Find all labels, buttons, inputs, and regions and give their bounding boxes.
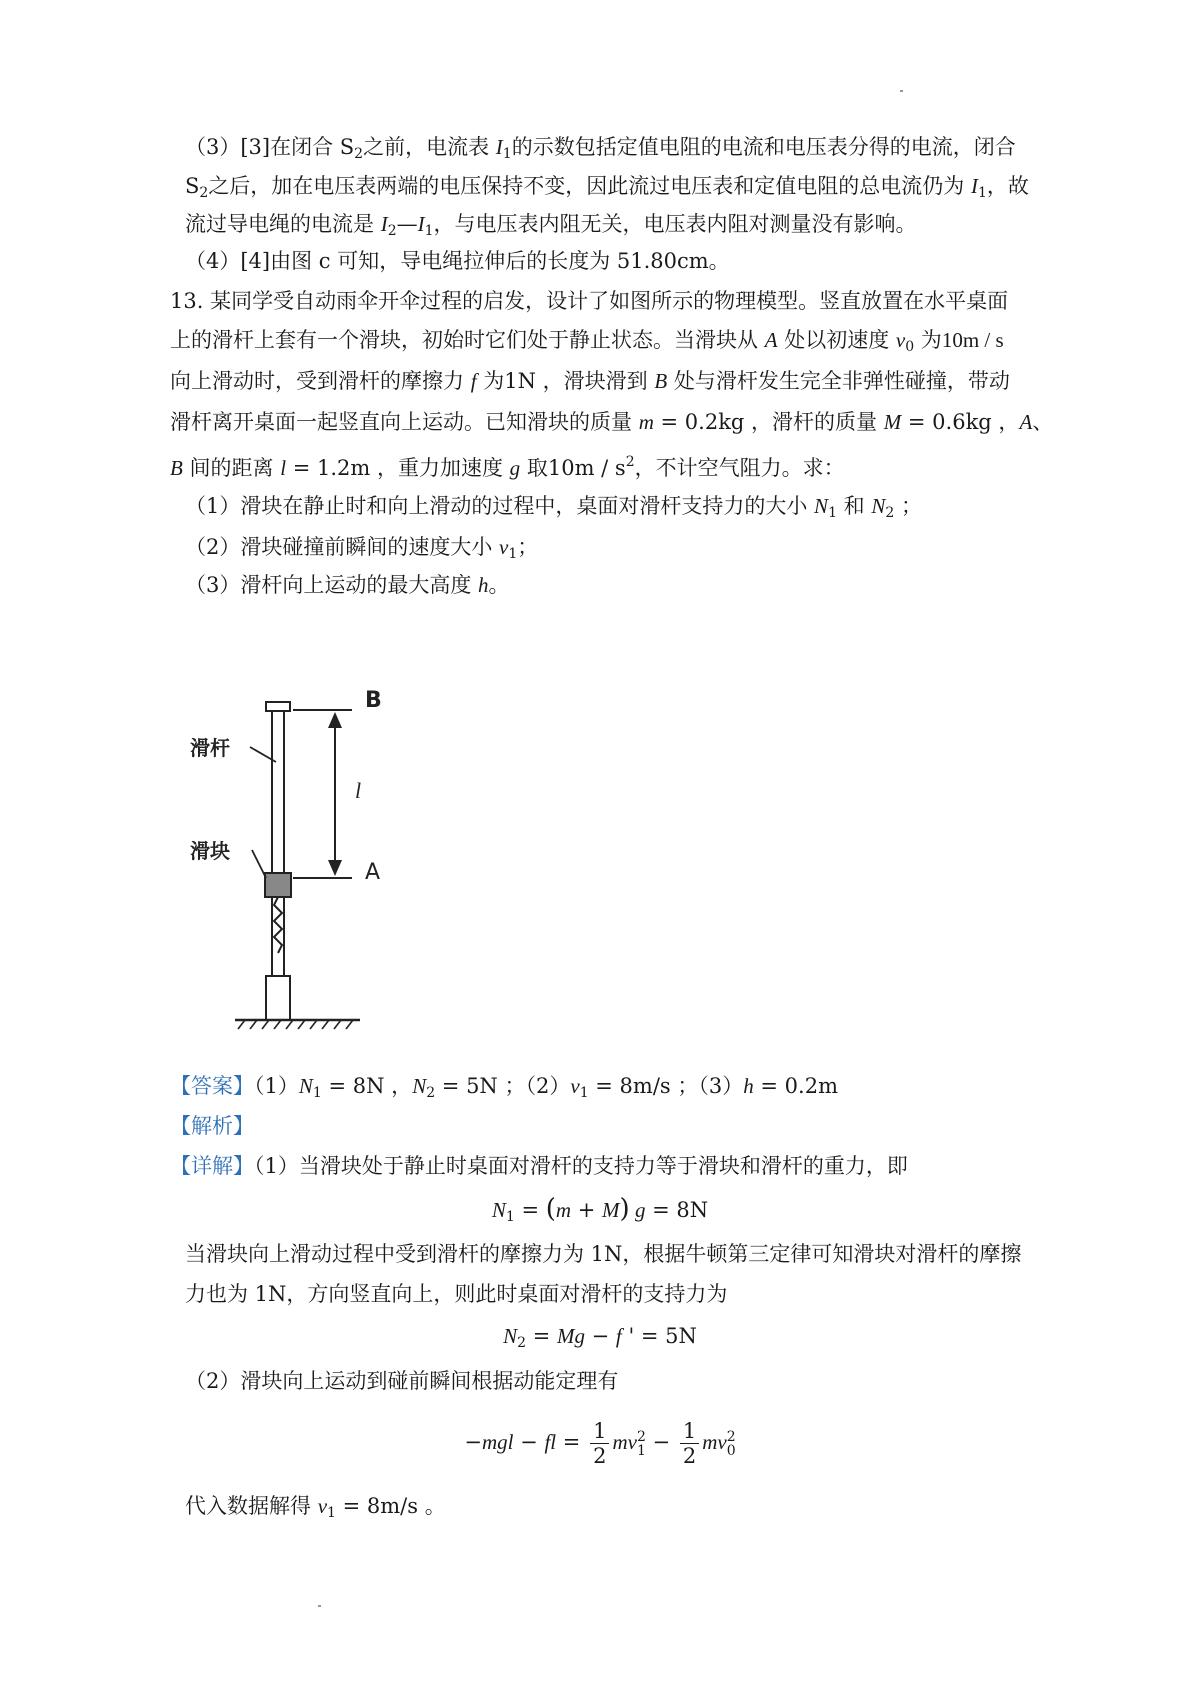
label-block: 滑块 [190, 839, 230, 863]
detail-line-5: 代入数据解得 $v_1 = 8m/s$ 。 [185, 1494, 446, 1521]
block-leader-line [252, 850, 266, 878]
question-2: （2）滑块碰撞前瞬间的速度大小 $v_1$； [185, 535, 539, 562]
slider-block [265, 873, 291, 897]
equation-1: $N_1 = (m + M) g = 8N$ [491, 1194, 709, 1225]
label-b: B [365, 688, 382, 713]
label-rod: 滑杆 [190, 736, 230, 760]
answer-tag: 【答案】 [170, 1074, 254, 1098]
detail-line-3: 力也为 1N，方向竖直向上，则此时桌面对滑杆的支持力为 [185, 1282, 728, 1306]
arrow-head-up [328, 712, 342, 728]
rod-base [266, 976, 290, 1020]
fraction-half-1: $\frac{1}{2}$ [590, 1419, 609, 1468]
detail-line-1: 【详解】（1）当滑块处于静止时桌面对滑杆的支持力等于滑块和滑杆的重力，即 [170, 1154, 908, 1178]
diagram-drawing [205, 700, 445, 1040]
scan-dot-bottom [318, 1605, 321, 1607]
detail-line-2: 当滑块向上滑动过程中受到滑杆的摩擦力为 1N，根据牛顿第三定律可知滑块对滑杆的摩擦 [185, 1242, 1022, 1266]
problem-line-4: 滑杆离开桌面一起竖直向上运动。已知滑块的质量 m = 0.2kg ，滑杆的质量 M = 0.6kg ，A、 [170, 410, 1054, 434]
ground-hatching [238, 1020, 353, 1029]
problem-line-2: 上的滑杆上套有一个滑块，初始时它们处于静止状态。当滑块从 A 处以初速度 $v_0$ 为10m / s [170, 328, 1004, 355]
scan-dot-top [900, 90, 903, 92]
solution-q3-line-1: （3）[3]在闭合 $S_2$之前，电流表 $I_1$的示数包括定值电阻的电流和电压表分得的电流，闭合 [185, 135, 1016, 162]
detail-line-4: （2）滑块向上运动到碰前瞬间根据动能定理有 [185, 1369, 619, 1393]
problem-line-1: 13. 某同学受自动雨伞开伞过程的启发，设计了如图所示的物理模型。竖直放置在水平桌面 [170, 289, 1009, 313]
answer-line: 【答案】$(1)N_1 = 8N$ ，$N_2 = 5N$ ；$(2)v_1 = 8m/s$ ；（3）h = 0.2m [170, 1074, 838, 1101]
question-1: （1）滑块在静止时和向上滑动的过程中，桌面对滑杆支持力的大小 $N_1$ 和 $N_2$ ； [185, 494, 922, 521]
rod-cap [266, 702, 290, 711]
analysis-tag: 【解析】 [170, 1114, 254, 1138]
arrow-head-down [328, 860, 342, 876]
equation-3: −mgl − fl = $\frac{1}{2}$ mv 2 1 − $\frac{1}{2}$ mv 2 0 [464, 1419, 736, 1468]
slider-rod-diagram [190, 688, 445, 1040]
problem-line-5: B 间的距离 l = 1.2m ，重力加速度 g 取$10m / s^2$，不计空气阻力。求： [170, 454, 845, 480]
question-3: （3）滑杆向上运动的最大高度 h。 [185, 573, 510, 597]
solution-q3-line-3: 流过导电绳的电流是 $I_2—I_1$，与电压表内阻无关，电压表内阻对测量没有影响。 [185, 212, 917, 239]
label-l: l [355, 778, 362, 803]
label-a: A [365, 860, 381, 885]
equation-2: $N_2 = Mg - f$ ' = 5N [503, 1324, 697, 1351]
solution-q3-line-2: $S_2$之后，加在电压表两端的电压保持不变，因此流过电压表和定值电阻的总电流仍为 $I_1$，故 [185, 174, 1029, 201]
fraction-half-2: $\frac{1}{2}$ [680, 1419, 699, 1468]
problem-line-3: 向上滑动时，受到滑杆的摩擦力 f 为1N ，滑块滑到 B 处与滑杆发生完全非弹性碰撞，带动 [170, 369, 1010, 393]
solution-q4-line: （4）[4]由图 c 可知，导电绳拉伸后的长度为 51.80cm。 [185, 249, 730, 273]
